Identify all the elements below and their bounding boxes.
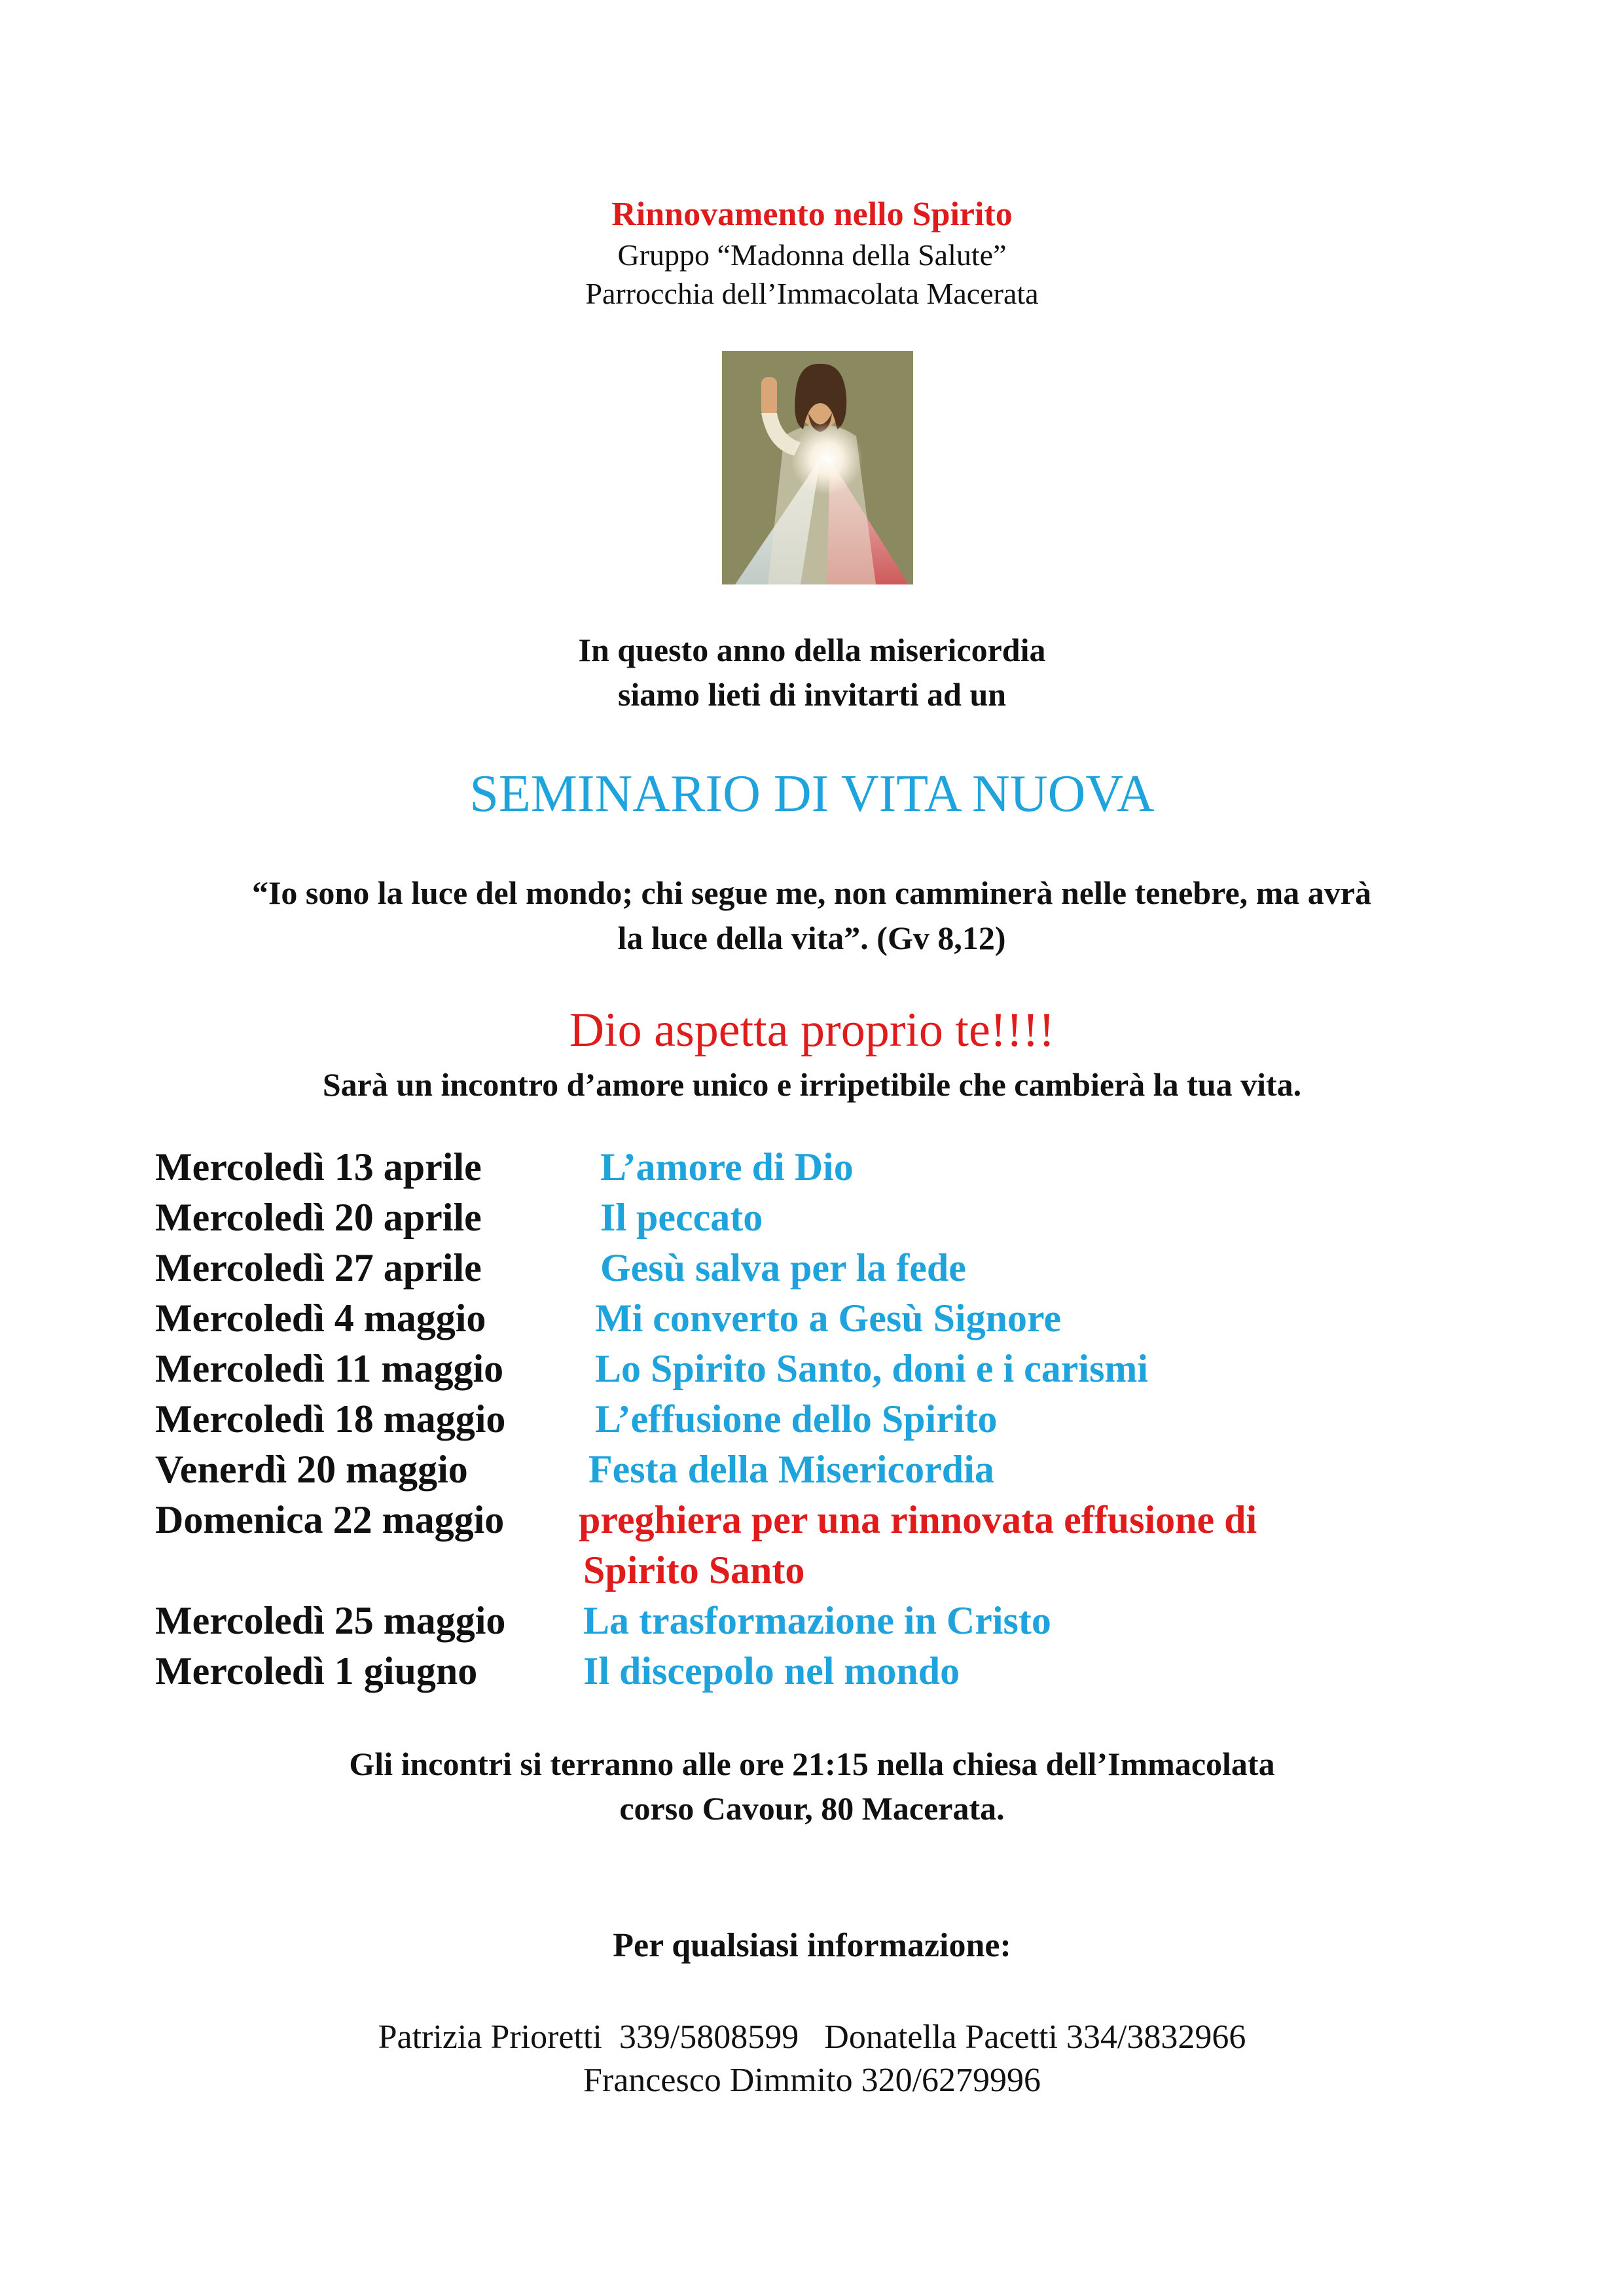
schedule-row	[155, 1293, 1530, 1344]
schedule-topic: L’amore di Dio	[600, 1145, 854, 1189]
schedule-topic: Gesù salva per la fede	[600, 1246, 966, 1289]
schedule-topic: Festa della Misericordia	[588, 1448, 994, 1491]
schedule-row	[155, 1646, 1530, 1696]
schedule-date: Mercoledì 18 maggio	[155, 1397, 506, 1441]
schedule-row	[155, 1193, 1530, 1243]
schedule-row	[155, 1394, 1530, 1444]
schedule-topic: Mi converto a Gesù Signore	[595, 1297, 1062, 1340]
schedule-topic-continued: Spirito Santo	[583, 1549, 805, 1592]
intro-line-1: In questo anno della misericordia	[578, 632, 1046, 668]
schedule-row	[155, 1344, 1530, 1394]
org-name: Rinnovamento nello Spirito	[611, 196, 1013, 233]
schedule-topic: Lo Spirito Santo, doni e i carismi	[595, 1347, 1149, 1390]
schedule-row	[155, 1243, 1530, 1293]
divine-mercy-image	[722, 351, 913, 584]
quote-line-1: “Io sono la luce del mondo; chi segue me, non camminerà nelle tenebre, ma avrà	[251, 874, 1372, 911]
schedule-row	[155, 1444, 1530, 1495]
schedule-date: Mercoledì 11 maggio	[155, 1347, 504, 1390]
schedule-date: Venerdì 20 maggio	[155, 1448, 468, 1491]
schedule-date: Mercoledì 1 giugno	[155, 1649, 478, 1693]
venue-line-1: Gli incontri si terranno alle ore 21:15 nella chiesa dell’Immacolata	[349, 1746, 1275, 1782]
schedule-row	[155, 1596, 1530, 1646]
schedule-row-continued	[155, 1545, 1530, 1596]
schedule-topic: L’effusione dello Spirito	[595, 1397, 998, 1441]
schedule-list	[155, 1142, 1530, 1696]
divine-mercy-illustration	[722, 351, 913, 584]
intro-line-2: siamo lieti di invitarti ad un	[617, 676, 1007, 713]
venue-line-2: corso Cavour, 80 Macerata.	[619, 1790, 1005, 1827]
schedule-date: Domenica 22 maggio	[155, 1498, 505, 1541]
info-heading: Per qualsiasi informazione:	[613, 1927, 1011, 1964]
schedule-topic: Il discepolo nel mondo	[583, 1649, 960, 1693]
schedule-row	[155, 1142, 1530, 1193]
quote-line-2: la luce della vita”. (Gv 8,12)	[617, 920, 1006, 956]
invite-headline: Dio aspetta proprio te!!!!	[569, 1003, 1055, 1057]
group-name: Gruppo “Madonna della Salute”	[617, 238, 1007, 272]
contacts-line-2: Francesco Dimmito 320/6279996	[583, 2062, 1041, 2099]
schedule-topic: La trasformazione in Cristo	[583, 1599, 1051, 1642]
schedule-date: Mercoledì 4 maggio	[155, 1297, 486, 1340]
schedule-topic: Il peccato	[600, 1196, 763, 1239]
schedule-date: Mercoledì 20 aprile	[155, 1196, 482, 1239]
schedule-row	[155, 1495, 1530, 1545]
schedule-topic: preghiera per una rinnovata effusione di	[579, 1498, 1257, 1541]
tagline: Sarà un incontro d’amore unico e irripetibile che cambierà la tua vita.	[322, 1066, 1302, 1103]
contacts-line-1: Patrizia Prioretti 339/5808599 Donatella Pacetti 334/3832966	[378, 2018, 1246, 2056]
schedule-date: Mercoledì 13 aprile	[155, 1145, 482, 1189]
page-title: SEMINARIO DI VITA NUOVA	[469, 765, 1155, 823]
parish-name: Parrocchia dell’Immacolata Macerata	[585, 277, 1039, 310]
schedule-date: Mercoledì 27 aprile	[155, 1246, 482, 1289]
scripture-quote	[151, 870, 1473, 961]
schedule-date: Mercoledì 25 maggio	[155, 1599, 506, 1642]
